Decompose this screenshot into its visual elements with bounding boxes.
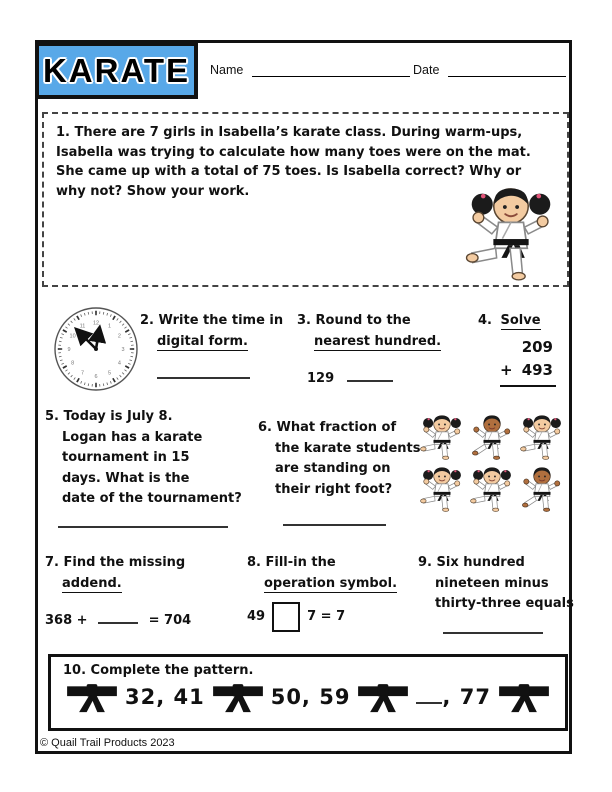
svg-text:3: 3 (121, 347, 125, 353)
pattern-item-2: 50, 59 (270, 685, 351, 709)
pattern-item-3-suffix: , 77 (442, 685, 491, 709)
karate-belt-icon (356, 681, 410, 713)
karate-boy-icon (469, 412, 515, 460)
karate-girl-icon (465, 180, 557, 282)
date-field (413, 63, 566, 77)
equation-right: = 704 (148, 613, 192, 629)
question-9-line2: nineteen minus (435, 575, 549, 591)
question-5-line4: days. What is the (62, 470, 190, 486)
operand-left: 49 (247, 608, 266, 624)
question-6 (258, 418, 423, 500)
page-title: KARATE (42, 51, 191, 89)
question-4-number: 4. (478, 313, 492, 328)
svg-text:4: 4 (117, 360, 121, 367)
karate-boy-icon (519, 464, 565, 512)
question-5-answer-line[interactable] (58, 526, 228, 528)
svg-text:1: 1 (107, 323, 112, 330)
question-6-answer-line[interactable] (283, 524, 386, 526)
title-banner (35, 42, 198, 99)
question-9-line1: 9. Six hundred (418, 555, 525, 570)
question-5-line3: tournament in 15 (62, 450, 190, 466)
addend-bottom: 493 (521, 361, 553, 380)
karate-girl-icon (419, 464, 465, 512)
name-label: Name (210, 63, 244, 77)
question-5 (45, 407, 255, 510)
question-3-line2: nearest hundred. (314, 333, 442, 349)
question-3-value: 129 (307, 371, 335, 387)
svg-text:6: 6 (94, 374, 98, 380)
question-1-box[interactable] (42, 112, 569, 287)
question-8-line1: 8. Fill-in the (247, 555, 336, 570)
question-2-answer-line[interactable] (157, 377, 250, 379)
karate-girl-icon (469, 464, 515, 512)
svg-text:10: 10 (69, 333, 76, 340)
question-5-line5: date of the tournament? (62, 491, 242, 507)
operand-right: 7 = 7 (307, 608, 346, 624)
equation-left: 368 + (45, 613, 88, 629)
addend-top: 209 (521, 337, 553, 356)
question-4 (478, 311, 568, 387)
question-6-line2: the karate students (275, 440, 421, 456)
question-3-answer-blank[interactable] (347, 368, 393, 382)
question-6-line1: 6. What fraction of (258, 420, 397, 435)
question-7-answer-blank[interactable] (98, 610, 138, 624)
question-8 (247, 553, 412, 632)
question-7-line1: 7. Find the missing (45, 555, 186, 570)
question-5-line2: Logan has a karate (62, 429, 203, 445)
question-9 (418, 553, 578, 615)
question-3-line1: 3. Round to the (297, 313, 411, 328)
analog-clock-icon (53, 306, 139, 392)
question-5-line1: 5. Today is July 8. (45, 409, 173, 424)
date-line[interactable] (448, 64, 566, 77)
svg-text:7: 7 (80, 370, 85, 377)
question-8-line2: operation symbol. (264, 575, 398, 591)
svg-text:2: 2 (117, 333, 121, 340)
karate-belt-icon (497, 681, 551, 713)
karate-students-group (417, 410, 573, 514)
name-field (210, 63, 410, 77)
svg-text:12: 12 (92, 320, 100, 327)
pattern-row (63, 681, 553, 713)
pattern-item-1: 32, 41 (124, 685, 205, 709)
svg-text:11: 11 (79, 323, 86, 330)
question-2-line2: digital form. (157, 333, 248, 349)
plus-sign: + (500, 361, 513, 380)
question-2 (140, 311, 305, 352)
pattern-item-3 (416, 685, 491, 709)
karate-girl-icon (419, 412, 465, 460)
svg-text:5: 5 (107, 370, 112, 377)
question-6-line4: their right foot? (275, 481, 393, 497)
question-9-answer-line[interactable] (443, 632, 543, 634)
date-label: Date (413, 63, 440, 77)
copyright-text: © Quail Trail Products 2023 (40, 737, 175, 749)
question-3 (297, 311, 447, 390)
question-1-text: 1. There are 7 girls in Isabella’s karate class. During warm-ups, Isabella was trying to calculate how many toes were on the mat. She came up with a total of 75 toes. Is Isabella correct? Why or why not? Show your work. (56, 125, 531, 199)
question-7-line2: addend. (62, 575, 122, 591)
question-4-sum (500, 336, 556, 387)
question-10-answer-blank[interactable] (416, 686, 442, 704)
question-10-title: 10. Complete the pattern. (63, 663, 254, 678)
question-2-line1: 2. Write the time in (140, 313, 284, 328)
svg-text:8: 8 (71, 360, 75, 367)
svg-text:9: 9 (67, 347, 71, 353)
karate-girl-icon (519, 412, 565, 460)
question-4-label: Solve (500, 313, 541, 328)
karate-belt-icon (211, 681, 265, 713)
question-10-box (48, 654, 568, 731)
name-line[interactable] (252, 64, 410, 77)
operation-symbol-box[interactable] (272, 602, 300, 632)
question-6-line3: are standing on (275, 461, 391, 477)
question-9-line3: thirty-three equals (435, 596, 574, 612)
question-7 (45, 553, 235, 632)
karate-belt-icon (65, 681, 119, 713)
